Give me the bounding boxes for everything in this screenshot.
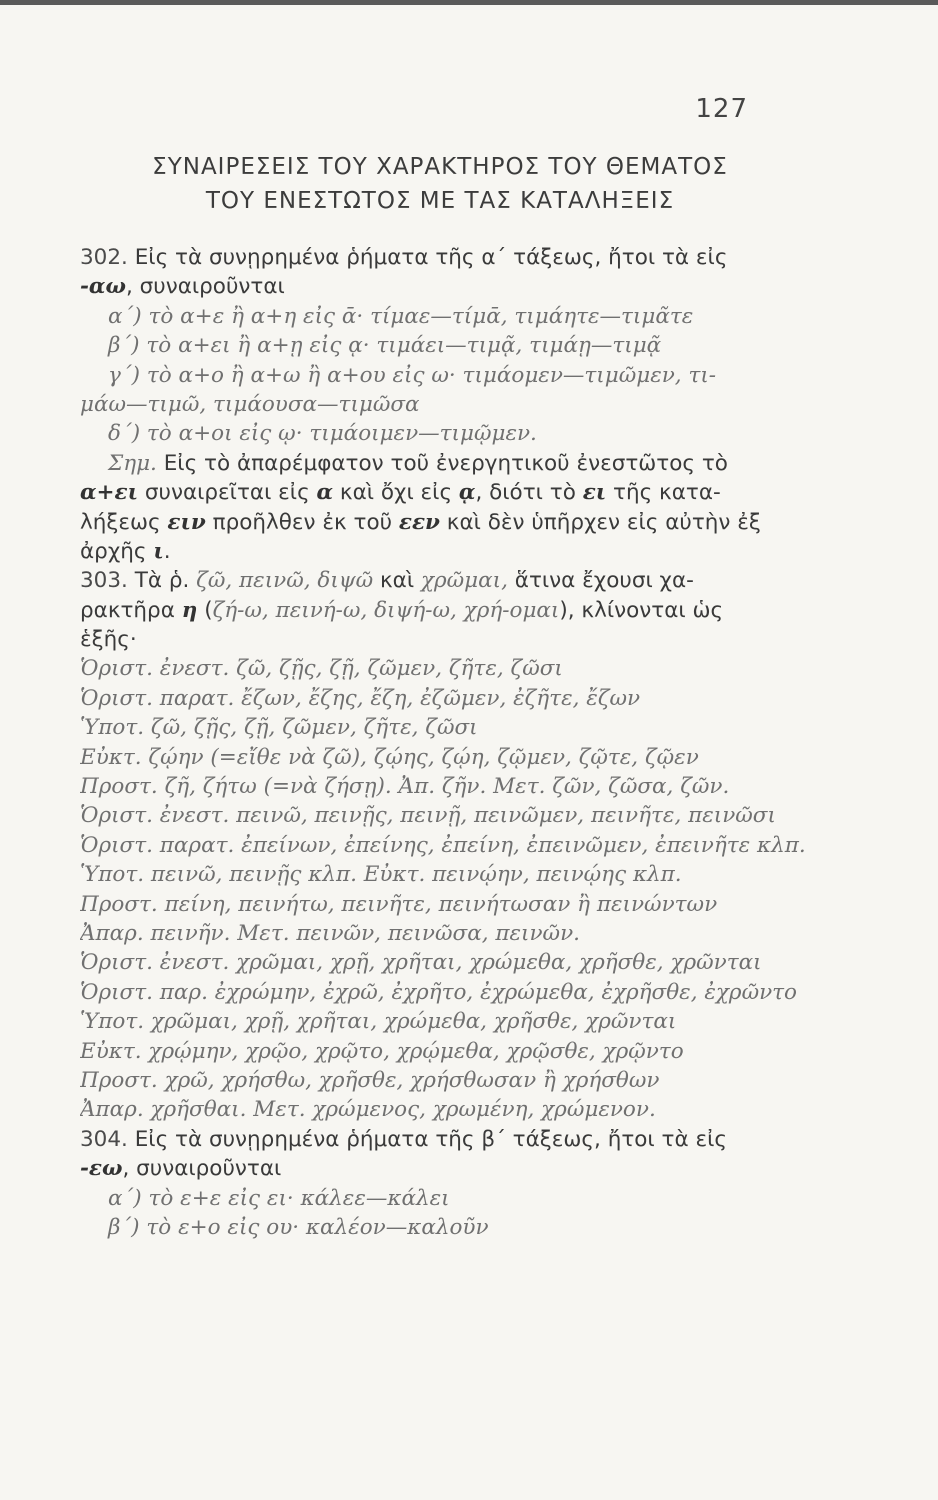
note-text-2b: καὶ ὄχι εἰς	[333, 480, 459, 506]
conjugation-line: Ὁριστ. ἐνεστ. πεινῶ, πεινῇς, πεινῇ, πεινῶμεν, πεινῆτε, πεινῶσι	[80, 803, 776, 829]
title-line-1: ΣΥΝΑΙΡΕΣΕΙΣ ΤΟΥ ΧΑΡΑΚΤΗΡΟΣ ΤΟΥ ΘΕΜΑΤΟΣ	[152, 154, 728, 180]
conjugation-line: Ὑποτ. ζῶ, ζῇς, ζῇ, ζῶμεν, ζῆτε, ζῶσι	[80, 715, 478, 741]
p303-term-eta: η	[181, 597, 198, 623]
conjugation-line: Ἀπαρ. πεινῆν. Μετ. πεινῶν, πεινῶσα, πεινῶν.	[80, 920, 580, 946]
p303-line-1	[80, 566, 810, 595]
conjugation-line: Ὑποτ. χρῶμαι, χρῇ, χρῆται, χρώμεθα, χρῆσθε, χρῶνται	[80, 1009, 677, 1035]
p302-line-1	[80, 243, 810, 272]
section-title	[80, 150, 800, 218]
title-line-2: ΤΟΥ ΕΝΕΣΤΩΤΟΣ ΜΕ ΤΑΣ ΚΑΤΑΛΗΞΕΙΣ	[205, 188, 675, 214]
p303-line-2	[80, 596, 810, 625]
rule-beta-304: β΄) τὸ ε+ο εἰς ου· καλέον—καλοῦν	[108, 1214, 489, 1240]
rule-alpha: α΄) τὸ α+ε ἢ α+η εἰς ᾱ· τίμαε—τίμᾱ, τιμάητε—τιμᾶτε	[108, 303, 694, 329]
rule-delta: δ΄) τὸ α+οι εἰς ῳ· τιμάοιμεν—τιμῷμεν.	[108, 421, 537, 447]
page-number: 127	[695, 94, 748, 124]
note-label: Σημ.	[108, 450, 157, 476]
note-text-4b: .	[163, 538, 171, 564]
rule-alpha-304: α΄) τὸ ε+ε εἰς ει· κάλεε—κάλει	[108, 1185, 450, 1211]
note-text-3b: προῆλθεν ἐκ τοῦ	[205, 509, 399, 535]
body-text	[80, 243, 810, 1242]
note-line-3	[80, 508, 810, 537]
p304-text-2: , συναιροῦνται	[122, 1156, 282, 1182]
conjugation-line: Ἀπαρ. χρῆσθαι. Μετ. χρώμενος, χρωμένη, χρώμενον.	[80, 1097, 656, 1123]
note-term-i: ι	[153, 538, 164, 564]
note-text-2c: , διότι τὸ	[475, 480, 583, 506]
p304-line-2	[80, 1154, 810, 1183]
ending-aw: -αω	[80, 274, 126, 300]
top-edge-rule	[0, 0, 938, 5]
note-term-een: εεν	[398, 509, 440, 535]
p303-text-1c: καὶ	[373, 568, 421, 594]
note-text-1: Εἰς τὸ ἀπαρέμφατον τοῦ ἐνεργητικοῦ ἐνεστῶτος τὸ	[156, 450, 728, 476]
rule-beta: β΄) τὸ α+ει ἢ α+ῃ εἰς ᾳ· τιμάει—τιμᾷ, τιμάῃ—τιμᾷ	[108, 333, 662, 359]
paragraph-number-302: 302.	[80, 245, 128, 270]
conjugation-line: Ὁριστ. ἐνεστ. χρῶμαι, χρῇ, χρῆται, χρώμεθα, χρῆσθε, χρῶνται	[80, 950, 762, 976]
note-text-3a: λήξεως	[80, 509, 168, 535]
conjugation-line: Ὁριστ. ἐνεστ. ζῶ, ζῇς, ζῇ, ζῶμεν, ζῆτε, ζῶσι	[80, 656, 563, 682]
p303-text-2e: ), κλίνονται ὡς	[559, 597, 724, 623]
note-line-4	[80, 537, 810, 566]
rule-gamma-cont: μάω—τιμῶ, τιμάουσα—τιμῶσα	[80, 391, 420, 417]
p303-paren-open: (	[197, 597, 213, 623]
p303-line-3: ἑξῆς·	[80, 627, 137, 653]
p303-text-1e: ἅτινα ἔχουσι χα-	[507, 568, 694, 594]
paragraph-number-304: 304.	[80, 1126, 128, 1152]
p302-text: Εἰς τὰ συνῃρημένα ῥήματα τῆς α΄ τάξεως, ἤτοι τὰ εἰς	[134, 245, 728, 270]
note-text-3c: καὶ δὲν ὑπῆρχεν εἰς αὐτὴν ἐξ	[439, 509, 761, 535]
p304-line-1	[80, 1125, 810, 1154]
p304-text: Εἰς τὰ συνῃρημένα ῥήματα τῆς β΄ τάξεως, ἤτοι τὰ εἰς	[134, 1126, 727, 1152]
note-term-a-iota: ᾳ	[458, 480, 476, 506]
p302-line-2	[80, 272, 810, 301]
p303-verbs: ζῶ, πεινῶ, διψῶ	[196, 568, 374, 594]
conjugation-line: Εὐκτ. ζῴην (=εἴθε νὰ ζῶ), ζῴης, ζῴη, ζῷμεν, ζῷτε, ζῷεν	[80, 744, 699, 770]
conjugation-line: Εὐκτ. χρῴμην, χρῷο, χρῷτο, χρῴμεθα, χρῷσθε, χρῷντο	[80, 1038, 684, 1064]
paragraph-number-303: 303.	[80, 568, 128, 594]
p303-stems: ζή-ω, πεινή-ω, διψή-ω, χρή-ομαι	[212, 597, 560, 623]
p303-text-2a: ρακτῆρα	[80, 597, 182, 623]
note-text-4a: ἀρχῆς	[80, 538, 154, 564]
p302-text-2: , συναιροῦνται	[125, 274, 285, 300]
conjugation-line: Προστ. ζῆ, ζήτω (=νὰ ζήσῃ). Ἀπ. ζῆν. Μετ. ζῶν, ζῶσα, ζῶν.	[80, 774, 730, 800]
conjugation-line: Ὁριστ. παρατ. ἐπείνων, ἐπείνης, ἐπείνη, ἐπεινῶμεν, ἐπεινῆτε κλπ.	[80, 832, 806, 858]
note-line-1	[80, 449, 810, 478]
note-text-2d: τῆς κατα-	[606, 480, 721, 506]
conjugation-line: Ὁριστ. παρατ. ἔζων, ἔζης, ἔζη, ἐζῶμεν, ἐζῆτε, ἔζων	[80, 685, 641, 711]
p303-verb-xromai: χρῶμαι,	[420, 568, 508, 594]
p303-text-1a: Τὰ ῥ.	[127, 568, 197, 594]
rule-gamma: γ΄) τὸ α+ο ἢ α+ω ἢ α+ου εἰς ω· τιμάομεν—τιμῶμεν, τι-	[108, 362, 717, 388]
note-term-ei: ει	[582, 480, 607, 506]
ending-ew: -εω	[80, 1156, 123, 1182]
note-term-ein: ειν	[167, 509, 206, 535]
conjugation-line: Προστ. χρῶ, χρήσθω, χρῆσθε, χρήσθωσαν ἢ χρήσθων	[80, 1067, 660, 1093]
conjugation-line: Ὑποτ. πεινῶ, πεινῇς κλπ. Εὐκτ. πεινῴην, πεινῴης κλπ.	[80, 862, 682, 888]
conjugation-line: Ὁριστ. παρ. ἐχρώμην, ἐχρῶ, ἐχρῆτο, ἐχρώμεθα, ἐχρῆσθε, ἐχρῶντο	[80, 979, 798, 1005]
conjugation-line: Προστ. πείνη, πεινήτω, πεινῆτε, πεινήτωσαν ἢ πεινώντων	[80, 891, 718, 917]
note-line-2	[80, 478, 810, 507]
note-term-a-ei: α+ει	[80, 480, 139, 506]
note-text-2a: συναιρεῖται εἰς	[138, 480, 317, 506]
note-term-a: α	[316, 480, 334, 506]
